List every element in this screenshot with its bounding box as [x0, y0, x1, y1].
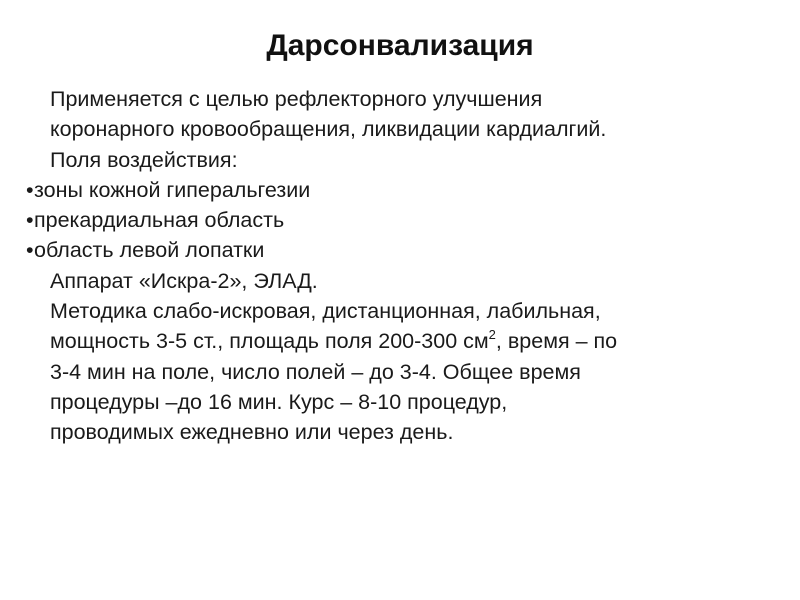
- slide-body: [26, 84, 766, 448]
- method-line-5: проводимых ежедневно или через день.: [50, 420, 454, 445]
- bullet-dot-icon: •: [26, 238, 34, 263]
- method-line-2: [26, 326, 766, 356]
- method-line-4: процедуры –до 16 мин. Курс – 8-10 процедур,: [50, 389, 508, 414]
- bullet-text: область левой лопатки: [34, 238, 265, 263]
- method-line-1: Методика слабо-искровая, дистанционная, лабильная,: [50, 299, 601, 324]
- intro-line-2: коронарного кровообращения, ликвидации кардиалгий.: [50, 117, 607, 142]
- superscript-2: 2: [488, 327, 496, 343]
- apparatus-line: Аппарат «Искра-2», ЭЛАД.: [50, 268, 318, 293]
- method-line-3: 3-4 мин на поле, число полей – до 3-4. Общее время: [50, 359, 581, 384]
- bullet-text: зоны кожной гиперальгезии: [34, 177, 311, 202]
- intro-line-1: Применяется с целью рефлекторного улучшения: [50, 87, 543, 111]
- bullet-item: [26, 175, 766, 205]
- fields-heading: Поля воздействия:: [50, 147, 238, 172]
- bullet-dot-icon: •: [26, 208, 34, 233]
- method-line-2-tail: , время – по: [495, 329, 618, 354]
- bullet-item: [26, 205, 766, 235]
- bullet-dot-icon: •: [26, 177, 34, 202]
- bullet-text: прекардиальная область: [34, 208, 285, 233]
- method-line-2-text: мощность 3-5 ст., площадь поля 200-300 см: [50, 329, 489, 354]
- slide-title: Дарсонвализация: [266, 29, 534, 62]
- bullet-item: [26, 235, 766, 265]
